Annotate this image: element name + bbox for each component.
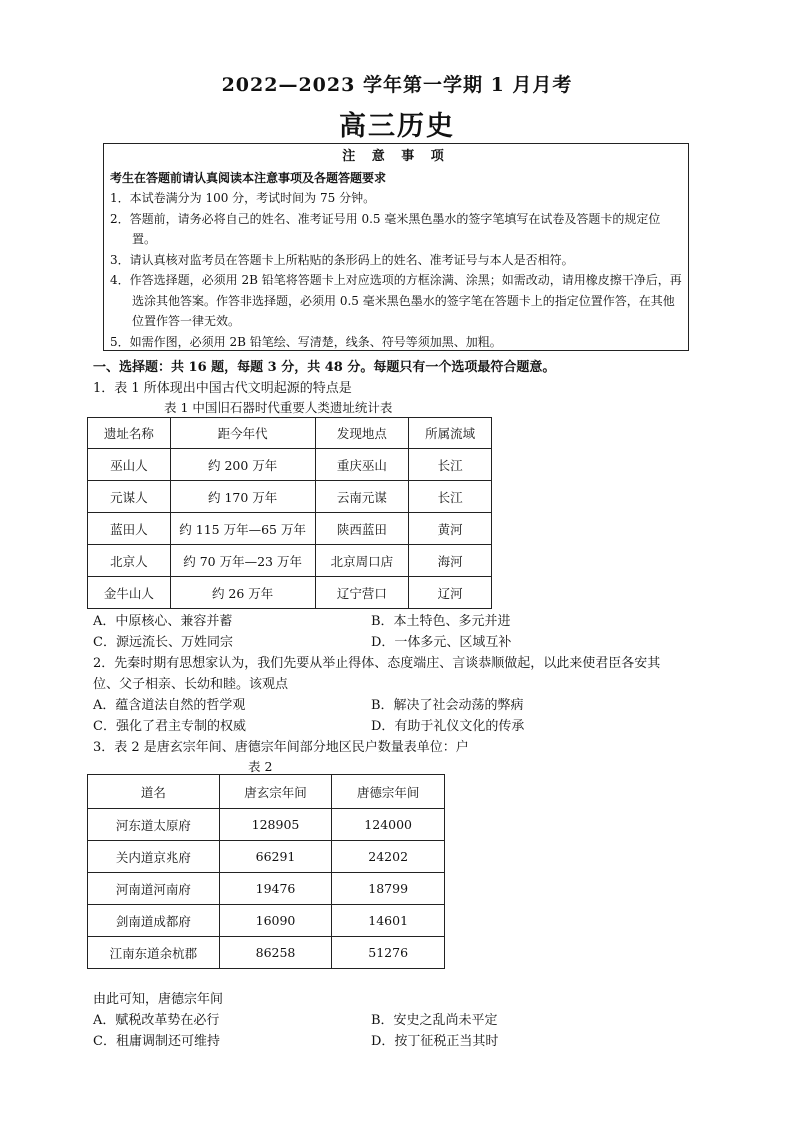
notice-title: 注 意 事 项 (342, 149, 450, 164)
table-cell: 辽宁营口 (315, 577, 409, 609)
q2-option-b: B．解决了社会动荡的弊病 (371, 698, 524, 713)
table-header-cell: 发现地点 (315, 418, 409, 449)
q3-conclusion: 由此可知，唐德宗年间 (93, 992, 224, 1007)
table-cell: 长江 (409, 449, 492, 481)
table-cell: 北京人 (88, 545, 171, 577)
notice-item: 4．作答选择题，必须用 2B 铅笔将答题卡上对应选项的方框涂满、涂黑；如需改动，请用橡皮擦干净后，再选涂其他答案。作答非选择题，必须用 0.5 毫米黑色墨水的签字笔在答题卡上的指定位置作答，在其他位置作答一律无效。 (110, 273, 682, 328)
table-cell: 黄河 (409, 513, 492, 545)
q1-stem: 1．表 1 所体现出中国古代文明起源的特点是 (93, 381, 352, 396)
table-header-cell: 唐德宗年间 (332, 775, 445, 809)
table-row (88, 513, 492, 545)
notice-box (103, 143, 689, 351)
table-cell: 约 70 万年—23 万年 (170, 545, 315, 577)
q3-table-caption: 表 2 (248, 759, 273, 774)
table-cell: 19476 (219, 873, 332, 905)
table-cell: 河东道太原府 (88, 809, 220, 841)
table-cell: 约 170 万年 (170, 481, 315, 513)
table-header-row (88, 418, 492, 449)
q3-option-c: C．租庸调制还可维持 (93, 1034, 220, 1049)
table-cell: 河南道河南府 (88, 873, 220, 905)
q1-option-a: A．中原核心、兼容并蓄 (93, 614, 233, 629)
table-cell: 重庆巫山 (315, 449, 409, 481)
table-cell: 18799 (332, 873, 445, 905)
table-cell: 14601 (332, 905, 445, 937)
table-header-cell: 遗址名称 (88, 418, 171, 449)
q3-option-a: A．赋税改革势在必行 (93, 1013, 220, 1028)
table-cell: 16090 (219, 905, 332, 937)
notice-item: 2．答题前，请务必将自己的姓名、准考证号用 0.5 毫米黑色墨水的签字笔填写在试卷及答题卡的规定位置。 (110, 211, 661, 246)
table-header-cell: 所属流域 (409, 418, 492, 449)
q1-table (87, 417, 492, 609)
table-header-cell: 唐玄宗年间 (219, 775, 332, 809)
notice-item: 5．如需作图，必须用 2B 铅笔绘、写清楚，线条、符号等须加黑、加粗。 (110, 334, 502, 349)
table-row (88, 873, 445, 905)
subject-title: 高三历史 (339, 111, 455, 142)
q1-option-b: B．本土特色、多元并进 (371, 614, 511, 629)
table-cell: 元谋人 (88, 481, 171, 513)
table-row (88, 841, 445, 873)
table-cell: 124000 (332, 809, 445, 841)
q2-option-a: A．蕴含道法自然的哲学观 (93, 698, 246, 713)
table-cell: 剑南道成都府 (88, 905, 220, 937)
table-cell: 云南元谋 (315, 481, 409, 513)
table-cell: 约 200 万年 (170, 449, 315, 481)
table-cell: 江南东道余杭郡 (88, 937, 220, 969)
table-row (88, 577, 492, 609)
q1-option-d: D．一体多元、区域互补 (371, 635, 512, 650)
q2-option-d: D．有助于礼仪文化的传承 (371, 719, 525, 734)
table-cell: 66291 (219, 841, 332, 873)
table-row (88, 937, 445, 969)
exam-title: 2022—2023 学年第一学期 1 月月考 (221, 74, 573, 96)
table-cell: 约 26 万年 (170, 577, 315, 609)
table-cell: 长江 (409, 481, 492, 513)
table-cell: 蓝田人 (88, 513, 171, 545)
table-cell: 海河 (409, 545, 492, 577)
q3-table (87, 774, 445, 969)
table-header-cell: 距今年代 (170, 418, 315, 449)
table-row (88, 905, 445, 937)
table-row (88, 545, 492, 577)
notice-item: 3．请认真核对监考员在答题卡上所粘贴的条形码上的姓名、准考证号与本人是否相符。 (110, 252, 574, 267)
table-cell: 24202 (332, 841, 445, 873)
table-cell: 金牛山人 (88, 577, 171, 609)
q3-option-d: D．按丁征税正当其时 (371, 1034, 499, 1049)
q2-option-c: C．强化了君主专制的权威 (93, 719, 246, 734)
q3-option-b: B．安史之乱尚未平定 (371, 1013, 498, 1028)
q2-stem-line2: 位、父子相亲、长幼和睦。该观点 (93, 677, 289, 692)
table-header-row (88, 775, 445, 809)
section-heading: 一、选择题：共 16 题，每题 3 分，共 48 分。每题只有一个选项最符合题意。 (93, 360, 556, 375)
table-cell: 巫山人 (88, 449, 171, 481)
table-row (88, 481, 492, 513)
q1-table-caption: 表 1 中国旧石器时代重要人类遗址统计表 (164, 400, 393, 415)
table-header-cell: 道名 (88, 775, 220, 809)
table-cell: 辽河 (409, 577, 492, 609)
notice-lead: 考生在答题前请认真阅读本注意事项及各题答题要求 (110, 170, 387, 185)
table-row (88, 449, 492, 481)
table-cell: 约 115 万年—65 万年 (170, 513, 315, 545)
table-cell: 北京周口店 (315, 545, 409, 577)
table-cell: 关内道京兆府 (88, 841, 220, 873)
q2-stem-line1: 2．先秦时期有思想家认为，我们先要从举止得体、态度端庄、言谈恭顺做起，以此来使君臣各安其 (93, 656, 661, 671)
table-row (88, 809, 445, 841)
table-cell: 128905 (219, 809, 332, 841)
table-cell: 51276 (332, 937, 445, 969)
q1-option-c: C．源远流长、万姓同宗 (93, 635, 233, 650)
notice-item: 1．本试卷满分为 100 分，考试时间为 75 分钟。 (110, 191, 376, 205)
q3-stem: 3．表 2 是唐玄宗年间、唐德宗年间部分地区民户数量表单位：户 (93, 740, 469, 755)
table-cell: 陕西蓝田 (315, 513, 409, 545)
table-cell: 86258 (219, 937, 332, 969)
